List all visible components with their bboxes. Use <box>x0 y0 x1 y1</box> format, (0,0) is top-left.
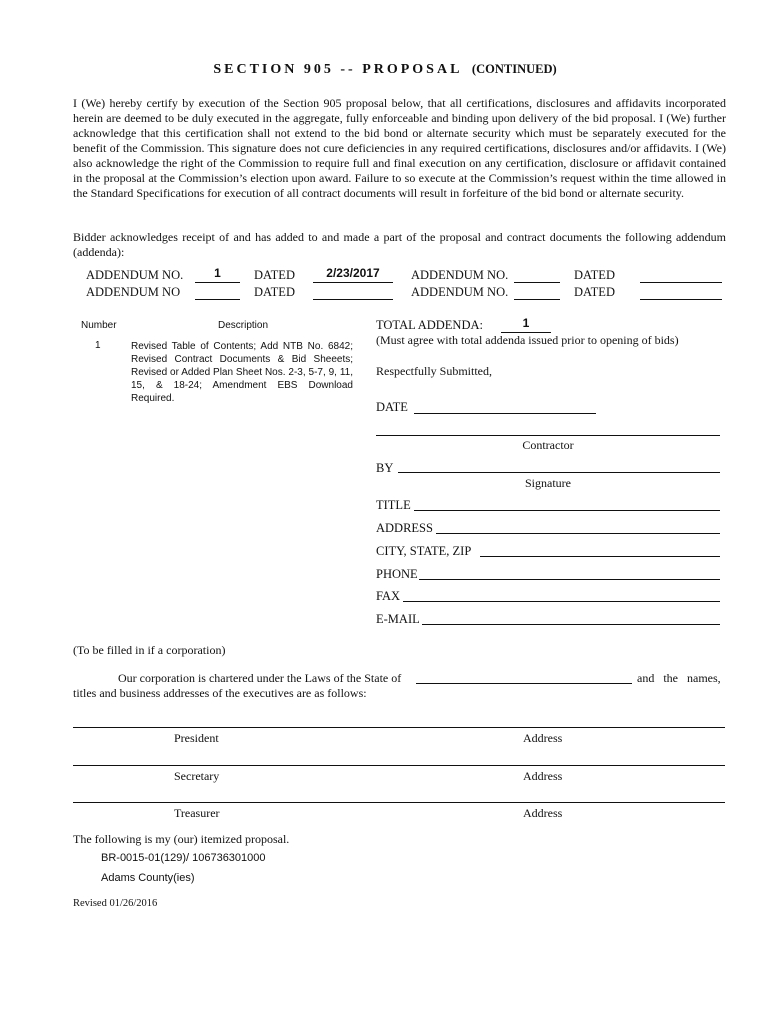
revised-date: Revised 01/26/2016 <box>73 898 158 909</box>
addendum-label-2b: ADDENDUM NO. <box>411 285 509 299</box>
addenda-intro: Bidder acknowledges receipt of and has added to and made a part of the proposal and contract documents the following addendum (addenda): <box>73 230 726 259</box>
by-label: BY <box>376 461 394 475</box>
phone-field[interactable] <box>419 564 720 580</box>
email-label: E-MAIL <box>376 612 420 626</box>
total-addenda-note: (Must agree with total addenda issued prior to opening of bids) <box>376 333 679 347</box>
itemized-intro: The following is my (our) itemized proposal. <box>73 832 290 846</box>
contractor-field[interactable] <box>376 420 720 436</box>
fax-label: FAX <box>376 589 401 603</box>
city-state-zip-label: CITY, STATE, ZIP <box>376 544 472 558</box>
total-addenda-value[interactable]: 1 <box>501 316 551 333</box>
total-addenda-label: TOTAL ADDENDA: <box>376 318 483 332</box>
charter-text-end: and the names, <box>637 671 721 685</box>
addendum-row-number: 1 <box>95 340 101 351</box>
treasurer-address-label: Address <box>523 806 563 820</box>
dated-label-2b: DATED <box>574 285 615 299</box>
column-header-number: Number <box>81 320 117 331</box>
dated-label-2a: DATED <box>254 285 295 299</box>
secretary-line[interactable] <box>73 750 725 766</box>
treasurer-line[interactable] <box>73 787 725 803</box>
certification-paragraph: I (We) hereby certify by execution of the Section 905 proposal below, that all certifications, disclosures and affidavits incorporated herein are deemed to be duly executed in the aggregate, fully enforceable and binding upon delivery of the bid proposal. I (We) further acknowledge that this certification shall not extend to the bid bond or alternate security which must be separately executed for the benefit of the Commission. This signature does not cure deficiencies in any required certifications, disclosures and/or affidavits. I (We) also acknowledge the right of the Commission to require full and final execution on any certification, disclosure or affidavit contained in the proposal at the Commission’s election upon award. Failure to so execute at the Commission’s request within the time allowed in the Standard Specifications for execution of all contract documents will result in forfeiture of the bid bond or alternate security. <box>73 96 726 200</box>
president-address-label: Address <box>523 731 563 745</box>
signature-caption: Signature <box>525 476 571 490</box>
address-field[interactable] <box>436 518 720 534</box>
addendum-number-1a[interactable]: 1 <box>195 266 240 283</box>
column-header-description: Description <box>218 320 269 331</box>
addendum-row-description: Revised Table of Contents; Add NTB No. 6842; Revised Contract Documents & Bid Sheeets; Revised or Added Plan Sheet Nos. 2-3, 5-7, 9, 11, 15, & 18-24; Amendment EBS Download Required. <box>131 341 353 404</box>
city-state-zip-field[interactable] <box>480 541 720 557</box>
title-label: TITLE <box>376 498 411 512</box>
county: Adams County(ies) <box>101 872 195 884</box>
continued-label: (CONTINUED) <box>471 62 557 76</box>
dated-label-1a: DATED <box>254 268 295 282</box>
addendum-number-1b[interactable] <box>514 266 560 283</box>
addendum-date-1b[interactable] <box>640 266 722 283</box>
charter-state-field[interactable] <box>416 668 632 684</box>
contractor-caption: Contractor <box>522 438 574 452</box>
corporation-heading: (To be filled in if a corporation) <box>73 643 226 657</box>
addendum-date-2a[interactable] <box>313 283 393 300</box>
respectfully-submitted: Respectfully Submitted, <box>376 364 492 378</box>
president-label: President <box>174 731 219 745</box>
treasurer-label: Treasurer <box>174 806 220 820</box>
phone-label: PHONE <box>376 567 418 581</box>
date-label: DATE <box>376 400 408 414</box>
secretary-address-label: Address <box>523 769 563 783</box>
page-title <box>0 62 770 78</box>
addendum-date-2b[interactable] <box>640 283 722 300</box>
email-field[interactable] <box>422 609 720 625</box>
section-title: SECTION 905 -- PROPOSAL <box>213 62 463 77</box>
president-line[interactable] <box>73 712 725 728</box>
addendum-number-2b[interactable] <box>514 283 560 300</box>
corporation-charter-text: Our corporation is chartered under the Laws of the State of <box>118 671 402 685</box>
fax-field[interactable] <box>403 586 720 602</box>
signature-field[interactable] <box>398 457 720 473</box>
dated-label-1b: DATED <box>574 268 615 282</box>
executives-intro: titles and business addresses of the executives are as follows: <box>73 686 367 700</box>
secretary-label: Secretary <box>174 769 220 783</box>
address-label: ADDRESS <box>376 521 433 535</box>
title-field[interactable] <box>414 495 720 511</box>
addendum-number-2a[interactable] <box>195 283 240 300</box>
date-field[interactable] <box>414 398 596 414</box>
addendum-label-1a: ADDENDUM NO. <box>86 268 184 282</box>
addendum-label-2a: ADDENDUM NO <box>86 285 181 299</box>
contract-id: BR-0015-01(129)/ 106736301000 <box>101 852 266 864</box>
addendum-date-1a[interactable]: 2/23/2017 <box>313 266 393 283</box>
addendum-label-1b: ADDENDUM NO. <box>411 268 509 282</box>
